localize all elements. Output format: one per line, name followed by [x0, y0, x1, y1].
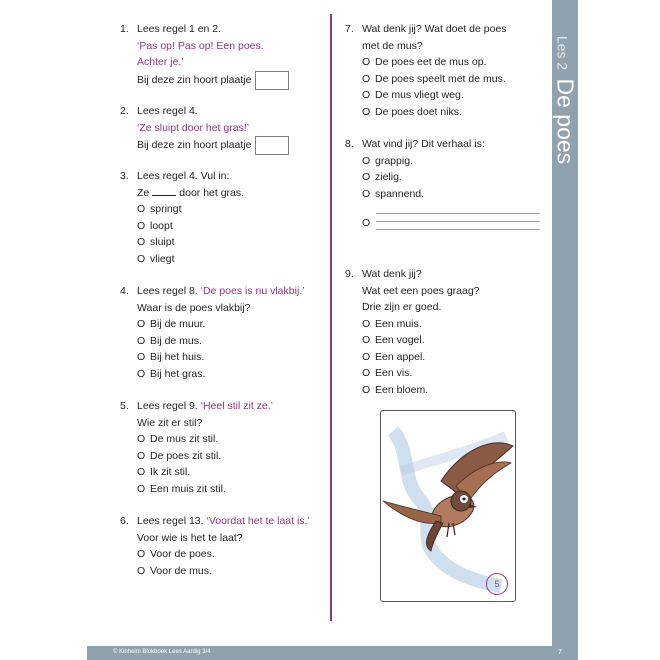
option-circle[interactable]: O — [137, 367, 146, 380]
question-text: Drie zijn er goed. — [362, 301, 442, 313]
question-text: met de mus? — [362, 39, 423, 52]
option[interactable] — [120, 431, 325, 448]
option[interactable] — [345, 332, 545, 349]
option-label: De mus vliegt weg. — [375, 89, 464, 101]
option-label: vliegt — [150, 252, 175, 265]
option-circle[interactable]: O — [362, 367, 371, 379]
box-prompt: Bij deze zin hoort plaatje — [137, 139, 252, 152]
option[interactable] — [120, 366, 325, 383]
option-label: loopt — [150, 219, 173, 232]
option-circle[interactable]: O — [362, 105, 371, 118]
answer-box[interactable] — [255, 71, 289, 90]
illustration-number: 5 — [486, 573, 508, 595]
option-circle[interactable]: O — [137, 548, 146, 560]
option[interactable] — [120, 333, 325, 350]
sidebar-title — [552, 36, 579, 164]
option-label: De poes zit stil. — [150, 449, 222, 462]
question-3 — [120, 168, 325, 267]
option-circle[interactable]: O — [362, 350, 371, 363]
option-label: Bij het huis. — [150, 351, 205, 363]
option[interactable] — [345, 316, 545, 333]
option-label: spannend. — [375, 187, 425, 200]
write-line[interactable] — [376, 213, 540, 214]
quote-text: ‘Ze sluipt door het gras!’ — [137, 121, 250, 134]
question-6 — [120, 513, 325, 579]
quote-text: ‘De poes is nu vlakbij.’ — [200, 285, 305, 297]
option-label: Voor de mus. — [150, 564, 212, 577]
option[interactable] — [120, 316, 325, 333]
question-1 — [120, 21, 325, 90]
option[interactable] — [120, 448, 325, 465]
option-label: Een appel. — [375, 350, 426, 363]
option-label: De poes eet de mus op. — [375, 56, 487, 68]
lesson-title: De poes — [552, 78, 579, 165]
option[interactable] — [120, 218, 325, 235]
quote-text: Achter je.’ — [137, 56, 184, 68]
option-circle[interactable]: O — [137, 351, 146, 363]
fill-in-blank[interactable] — [152, 186, 176, 196]
option-label: Voor de poes. — [150, 548, 215, 560]
question-number: 4. — [120, 285, 129, 297]
option-circle[interactable]: O — [137, 318, 146, 330]
option-label: Bij de muur. — [150, 318, 206, 330]
option[interactable] — [345, 365, 545, 382]
write-in-lines[interactable] — [376, 213, 540, 237]
question-text: Wat eet een poes graag? — [362, 284, 480, 297]
option-label: De poes speelt met de mus. — [375, 72, 506, 85]
question-text: Wat denk jij? Wat doet de poes — [362, 23, 507, 35]
option[interactable] — [120, 349, 325, 366]
answer-box[interactable] — [255, 136, 289, 155]
option-circle[interactable]: O — [137, 236, 146, 248]
option-circle[interactable]: O — [137, 564, 146, 577]
own-answer-circle[interactable]: O — [362, 217, 371, 229]
option-circle[interactable]: O — [137, 449, 146, 462]
question-sub: Waar is de poes vlakbij? — [137, 301, 251, 314]
question-2 — [120, 103, 325, 155]
option-label: Een vogel. — [375, 334, 425, 346]
option-circle[interactable]: O — [362, 334, 371, 346]
option-label: Een muis zit stil. — [150, 482, 226, 495]
option-circle[interactable]: O — [362, 383, 371, 396]
option-label: sluipt — [150, 236, 175, 248]
option-label: Een vis. — [375, 367, 413, 379]
page-number: 7 — [558, 649, 562, 656]
option-label: Ik zit stil. — [150, 466, 191, 478]
option-circle[interactable]: O — [362, 317, 371, 330]
option[interactable] — [345, 54, 545, 71]
option[interactable] — [345, 104, 545, 121]
question-number: 8. — [345, 138, 354, 150]
option-circle[interactable]: O — [137, 433, 146, 445]
option-circle[interactable]: O — [137, 252, 146, 265]
option[interactable] — [345, 349, 545, 366]
option[interactable] — [120, 546, 325, 563]
question-number: 2. — [120, 105, 129, 117]
option[interactable] — [345, 153, 545, 170]
option-circle[interactable]: O — [137, 334, 146, 347]
option-circle[interactable]: O — [137, 466, 146, 478]
question-sub: Wie zit er stil? — [137, 416, 203, 429]
question-text: Lees regel 4. — [137, 105, 198, 117]
question-9 — [345, 266, 545, 398]
option-circle[interactable]: O — [362, 171, 371, 183]
question-text: Wat vind jij? Dit verhaal is: — [362, 138, 485, 150]
option-label: Een muis. — [375, 317, 422, 330]
option-circle[interactable]: O — [362, 187, 371, 200]
option[interactable] — [345, 71, 545, 88]
option-circle[interactable]: O — [362, 89, 371, 101]
question-5 — [120, 398, 325, 497]
question-number: 9. — [345, 268, 354, 280]
question-7 — [345, 21, 545, 120]
quote-text: ‘Voordat het te laat is.’ — [206, 515, 310, 527]
lesson-label: Les 2 — [554, 35, 571, 71]
option-circle[interactable]: O — [137, 203, 146, 215]
question-number: 1. — [120, 23, 129, 35]
question-number: 7. — [345, 23, 354, 35]
option[interactable] — [345, 186, 545, 203]
option[interactable] — [345, 87, 545, 104]
option[interactable] — [120, 251, 325, 268]
option-label: zielig. — [375, 171, 402, 183]
fill-after: door het gras. — [179, 186, 245, 199]
option-circle[interactable]: O — [362, 154, 371, 167]
option-label: springt — [150, 203, 182, 215]
question-text: Lees regel 4. Vul in: — [137, 170, 230, 182]
question-text: Lees regel 9. — [137, 400, 198, 412]
option[interactable] — [120, 481, 325, 498]
option[interactable] — [120, 201, 325, 218]
quote-text: ‘Heel stil zit ze.’ — [200, 400, 273, 412]
question-number: 6. — [120, 515, 129, 527]
question-text: Lees regel 13. — [137, 515, 204, 527]
option-circle[interactable]: O — [137, 482, 146, 495]
column-divider — [330, 14, 332, 621]
option[interactable] — [120, 563, 325, 580]
option-circle[interactable]: O — [362, 56, 371, 68]
option-circle[interactable]: O — [137, 219, 146, 232]
option-circle[interactable]: O — [362, 72, 371, 85]
option-label: De mus zit stil. — [150, 433, 219, 445]
box-prompt: Bij deze zin hoort plaatje — [137, 73, 252, 86]
option-label: Bij de mus. — [150, 334, 202, 347]
write-line[interactable] — [376, 229, 540, 230]
question-text: Lees regel 1 en 2. — [137, 23, 222, 35]
question-4 — [120, 283, 325, 382]
question-number: 5. — [120, 400, 129, 412]
option-label: De poes doet niks. — [375, 105, 462, 118]
option[interactable] — [345, 382, 545, 399]
option[interactable] — [345, 169, 545, 186]
option[interactable] — [120, 464, 325, 481]
question-8 — [345, 136, 545, 202]
copyright: © Kinheim Blokboek Lees Aardig 3/4 — [113, 649, 211, 655]
quote-text: ‘Pas op! Pas op! Een poes. — [137, 39, 264, 52]
option-label: grappig. — [375, 154, 413, 167]
question-text: Lees regel 8. — [137, 285, 198, 297]
option-label: Bij het gras. — [150, 367, 206, 380]
question-text: Wat denk jij? — [362, 268, 422, 280]
option[interactable] — [120, 234, 325, 251]
fill-before: Ze — [137, 186, 150, 199]
write-line[interactable] — [376, 221, 540, 222]
option-label: Een bloem. — [375, 383, 429, 396]
question-sub: Voor wie is het te laat? — [137, 531, 243, 544]
question-number: 3. — [120, 170, 129, 182]
